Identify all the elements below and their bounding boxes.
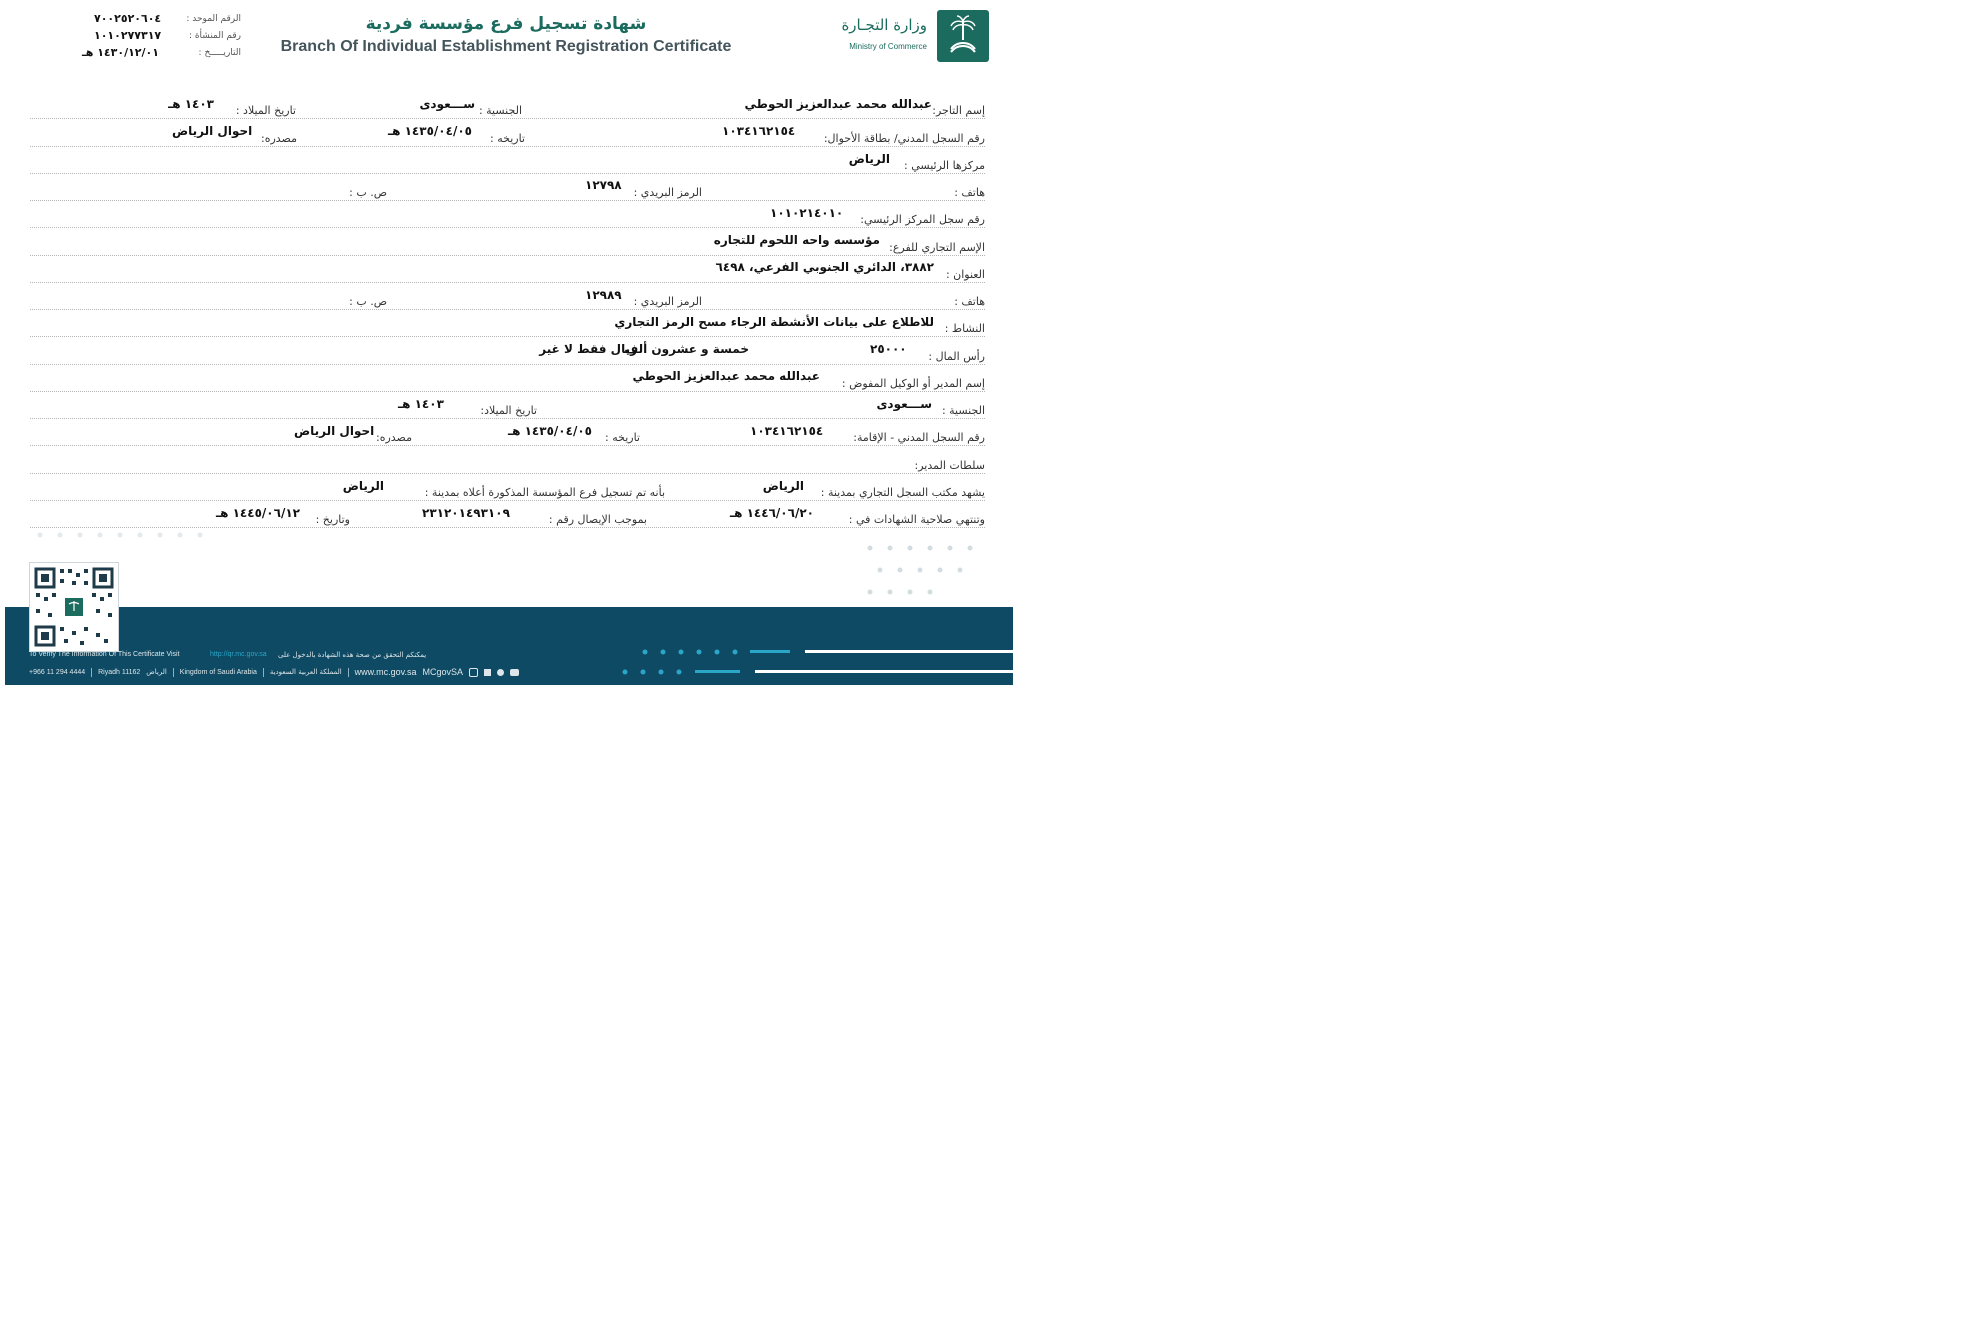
postal-code-label: الرمز البريدي : bbox=[633, 186, 702, 199]
main-center: الرياض bbox=[848, 152, 890, 166]
capital-label: رأس المال : bbox=[928, 350, 985, 363]
phone-number: +966 11 294 4444 bbox=[29, 668, 86, 676]
attest-text: بأنه تم تسجيل فرع المؤسسة المذكورة أعلاه بمدينة : bbox=[424, 486, 665, 499]
manager-source: احوال الرياض bbox=[294, 424, 375, 438]
merchant-name-label: إسم التاجر: bbox=[932, 104, 985, 117]
ministry-name-ar: وزارة التجـارة bbox=[841, 16, 927, 34]
main-center-label: مركزها الرئيسي : bbox=[904, 159, 985, 172]
civil-id-date-label: تاريخه : bbox=[490, 132, 525, 145]
manager-birth-label: تاريخ الميلاد: bbox=[480, 404, 537, 417]
manager-name: عبدالله محمد عبدالعزيز الحوطي bbox=[632, 369, 820, 383]
issue-date: ١٤٣٠/١٢/٠١ هـ bbox=[82, 46, 159, 59]
address: ٣٨٨٢، الدائري الجنوبي الفرعي، ٦٤٩٨ bbox=[715, 260, 934, 274]
civil-id: ١٠٣٤١٦٢١٥٤ bbox=[722, 124, 796, 138]
merchant-name: عبدالله محمد عبدالعزيز الحوطي bbox=[744, 97, 932, 111]
verification-qr-code[interactable] bbox=[29, 562, 119, 652]
registered-city: الرياض bbox=[342, 479, 384, 493]
authorities-label: سلطات المدير: bbox=[914, 459, 985, 472]
source-label: مصدره: bbox=[261, 132, 297, 145]
address-label: العنوان : bbox=[945, 268, 985, 281]
postal-code-label: الرمز البريدي : bbox=[633, 295, 702, 308]
country-ar: المملكة العربية السعودية bbox=[269, 668, 342, 676]
city-ar: الرياض bbox=[146, 668, 167, 676]
nationality: ســـعودى bbox=[419, 97, 475, 111]
receipt-date-label: وتاريخ : bbox=[315, 513, 350, 526]
branch-trade-name: مؤسسه واحه اللحوم للتجاره bbox=[713, 233, 880, 247]
establishment-number-label: رقم المنشأة : bbox=[188, 31, 241, 41]
verify-url-link[interactable]: http://qr.mc.gov.sa bbox=[210, 651, 267, 658]
source: احوال الرياض bbox=[172, 124, 253, 138]
receipt-date: ١٤٤٥/٠٦/١٢ هـ bbox=[216, 506, 300, 520]
manager-nationality-label: الجنسية : bbox=[941, 404, 985, 417]
ministry-logo bbox=[834, 10, 989, 65]
manager-civil-label: رقم السجل المدني - الإقامة: bbox=[853, 431, 985, 444]
footer-contact-line bbox=[29, 666, 519, 678]
attest-label: يشهد مكتب السجل التجاري بمدينة : bbox=[820, 486, 985, 499]
activity-label: النشاط : bbox=[944, 322, 985, 335]
po-box-label: ص. ب : bbox=[349, 186, 387, 199]
capital-currency: ريال فقط لا غير bbox=[539, 342, 637, 356]
instagram-icon[interactable] bbox=[469, 668, 478, 677]
capital-words: خمسة و عشرون ألف bbox=[624, 342, 749, 356]
header-info-block bbox=[30, 10, 245, 65]
footer-decoration bbox=[615, 640, 1013, 680]
civil-id-label: رقم السجل المدني/ بطاقة الأحوال: bbox=[823, 132, 985, 145]
manager-label: إسم المدير أو الوكيل المفوض : bbox=[841, 377, 985, 390]
manager-civil-date-label: تاريخه : bbox=[605, 431, 640, 444]
postal-code: ١٢٧٩٨ bbox=[585, 178, 622, 192]
postal-code: ١٢٩٨٩ bbox=[585, 288, 622, 302]
branch-trade-name-label: الإسم التجاري للفرع: bbox=[889, 241, 985, 254]
nationality-label: الجنسية : bbox=[478, 104, 522, 117]
expiry-date: ١٤٤٦/٠٦/٢٠ هـ bbox=[730, 506, 814, 520]
website-link[interactable]: www.mc.gov.sa bbox=[354, 667, 417, 677]
activity: للاطلاع على بيانات الأنشطة الرجاء مسح الرمز التجاري bbox=[614, 315, 934, 329]
palm-swords-emblem-icon bbox=[937, 10, 989, 62]
main-cr-label: رقم سجل المركز الرئيسي: bbox=[860, 213, 985, 226]
certificate-title-ar: شهادة تسجيل فرع مؤسسة فردية bbox=[365, 14, 647, 34]
birth-date: ١٤٠٣ هـ bbox=[168, 97, 214, 111]
main-cr: ١٠١٠٢١٤٠١٠ bbox=[770, 206, 844, 220]
civil-id-date: ١٤٣٥/٠٤/٠٥ هـ bbox=[388, 124, 472, 138]
phone-label: هاتف : bbox=[954, 295, 985, 308]
birth-date-label: تاريخ الميلاد : bbox=[235, 104, 296, 117]
decorative-dot-pattern bbox=[860, 540, 1010, 600]
youtube-icon[interactable] bbox=[510, 669, 519, 676]
manager-civil: ١٠٣٤١٦٢١٥٤ bbox=[750, 424, 824, 438]
phone-label: هاتف : bbox=[954, 186, 985, 199]
unified-number: ٧٠٠٢٥٢٠٦٠٤ bbox=[94, 12, 162, 25]
manager-source-label: مصدره: bbox=[376, 431, 412, 444]
receipt-number: ٢٣١٢٠١٤٩٣١٠٩ bbox=[422, 506, 510, 520]
verify-text-en: To Verify The Information Of This Certificate Visit bbox=[29, 651, 180, 658]
ministry-name-en: Ministry of Commerce bbox=[849, 42, 927, 51]
decorative-dot-pattern bbox=[30, 520, 210, 550]
capital-number: ٢٥٠٠٠ bbox=[870, 342, 907, 356]
city-en: Riyadh 11162 bbox=[98, 668, 141, 676]
attest-city: الرياض bbox=[762, 479, 804, 493]
facebook-icon[interactable] bbox=[484, 669, 491, 676]
issue-date-label: التاريـــــخ : bbox=[198, 48, 241, 58]
manager-birth: ١٤٠٣ هـ bbox=[398, 397, 444, 411]
twitter-icon[interactable] bbox=[497, 669, 504, 676]
country-en: Kingdom of Saudi Arabia bbox=[179, 668, 257, 676]
po-box-label: ص. ب : bbox=[349, 295, 387, 308]
establishment-number: ١٠١٠٢٧٧٣١٧ bbox=[94, 29, 162, 42]
receipt-label: بموجب الإيصال رقم : bbox=[548, 513, 647, 526]
verify-text-ar: يمكنكم التحقق من صحة هذه الشهادة بالدخول على bbox=[278, 651, 427, 659]
certificate-title-en: Branch Of Individual Establishment Registration Certificate bbox=[280, 38, 732, 55]
unified-number-label: الرقم الموحد : bbox=[186, 14, 241, 24]
manager-nationality: ســـعودى bbox=[876, 397, 932, 411]
social-handle[interactable]: MCgovSA bbox=[422, 667, 464, 677]
expiry-label: وتنتهي صلاحية الشهادات في : bbox=[848, 513, 985, 526]
manager-civil-date: ١٤٣٥/٠٤/٠٥ هـ bbox=[508, 424, 592, 438]
